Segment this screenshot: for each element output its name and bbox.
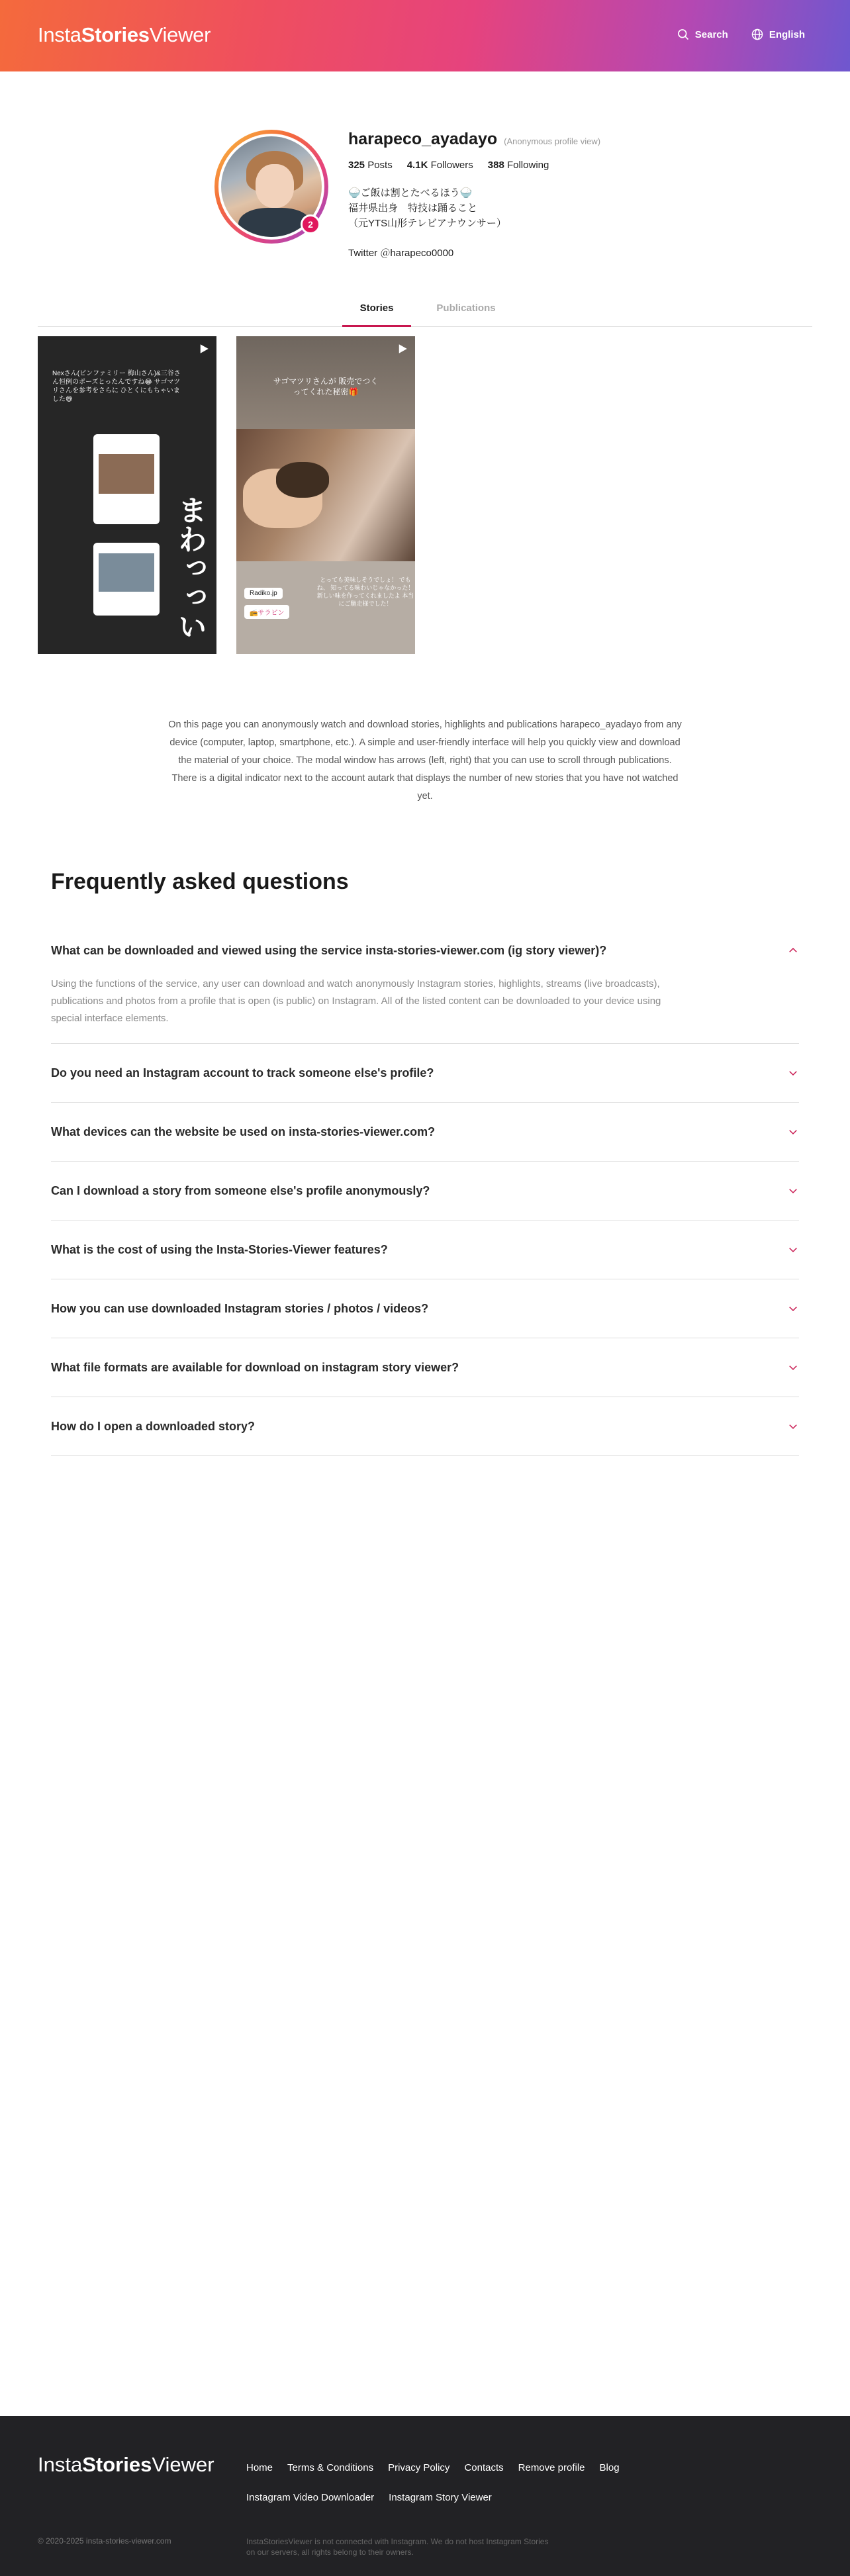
story-sticker-radiko: Radiko.jp [244, 588, 283, 599]
header-nav [677, 28, 805, 41]
faq-item [51, 1220, 799, 1279]
story-bottom-caption: とっても美味しそうでしょ！ でもね、 知ってる味わいじゃなかった！ 新しい味を作ってくれましたよ 本当にご馳走様でした！ [316, 576, 414, 607]
chevron-down-icon [787, 1303, 799, 1314]
copyright: © 2020-2025 insta-stories-viewer.com [38, 2536, 171, 2546]
site-footer [0, 2416, 850, 2576]
faq-item [51, 1397, 799, 1456]
chevron-up-icon [787, 944, 799, 956]
page-description: On this page you can anonymously watch and download stories, highlights and publications harapeco_ayadayo from any device (computer, laptop, smartphone, etc.). A simple and user-friendly interface will help you quickly view and download the material of your choice. The modal window has arrows (left, right) that you can use to scroll through publications. There is a digital indicator next to the account autark that displays the number of new stories that you have not watched yet. [168, 719, 682, 802]
language-selector[interactable] [751, 28, 805, 41]
footer-link-story-viewer[interactable]: Instagram Story Viewer [389, 2492, 492, 2503]
faq-question[interactable]: How you can use downloaded Instagram stories / photos / videos? [51, 1279, 799, 1338]
footer-logo[interactable]: InstaStoriesViewer [38, 2453, 214, 2476]
faq-list [51, 927, 799, 1456]
story-card[interactable] [38, 336, 216, 654]
story-vertical-text: まわっっい [173, 495, 206, 641]
twitter-handle: Twitter ＠harapeco0000 [348, 248, 454, 259]
footer-links [246, 2462, 657, 2503]
faq-question[interactable]: How do I open a downloaded story? [51, 1397, 799, 1455]
chevron-down-icon [787, 1185, 799, 1197]
faq-title: Frequently asked questions [51, 869, 349, 894]
site-logo[interactable]: InstaStoriesViewer [38, 23, 211, 46]
story-embedded-post [93, 434, 160, 524]
play-icon [397, 343, 408, 355]
faq-item [51, 1338, 799, 1397]
profile-bio: 🍚ご飯は割とたべるほう🍚 福井県出身 特技は踊ること （元YTS山形テレビアナウンサー） [348, 187, 506, 229]
username: harapeco_ayadayo [348, 130, 498, 148]
story-caption: Nexさん(ビンファミリー 梅山さん)&三谷さん恒例のポーズとったんですね😂 サゴマツリさんを参考をさらに ひとくにもちゃいました😅 [52, 370, 181, 403]
footer-link-remove-profile[interactable]: Remove profile [518, 2462, 585, 2473]
following-stat: 388 Following [487, 160, 549, 171]
footer-link-home[interactable]: Home [246, 2462, 273, 2473]
search-button[interactable] [677, 28, 728, 41]
faq-question[interactable]: What devices can the website be used on insta-stories-viewer.com? [51, 1103, 799, 1161]
footer-link-contacts[interactable]: Contacts [464, 2462, 504, 2473]
story-card[interactable] [236, 336, 415, 654]
footer-link-blog[interactable]: Blog [599, 2462, 620, 2473]
globe-icon [751, 28, 764, 41]
chevron-down-icon [787, 1420, 799, 1432]
profile-header [348, 130, 679, 149]
play-icon [198, 343, 210, 355]
footer-link-video-downloader[interactable]: Instagram Video Downloader [246, 2492, 375, 2503]
faq-item [51, 1279, 799, 1338]
language-label: English [769, 28, 805, 40]
chevron-down-icon [787, 1244, 799, 1256]
search-icon [677, 28, 690, 41]
disclaimer: InstaStoriesViewer is not connected with Instagram. We do not host Instagram Stories on our servers, all rights belong to their owners. [246, 2537, 549, 2557]
faq-item [51, 1162, 799, 1220]
faq-question[interactable]: Can I download a story from someone else's profile anonymously? [51, 1162, 799, 1220]
anonymous-note: (Anonymous profile view) [504, 136, 601, 146]
story-sticker-program: 📻サラピン [244, 605, 289, 619]
tab-publications[interactable]: Publications [436, 302, 496, 314]
search-label: Search [694, 28, 728, 40]
faq-question[interactable]: What is the cost of using the Insta-Stories-Viewer features? [51, 1220, 799, 1279]
story-embedded-photo [93, 543, 160, 616]
faq-question[interactable]: What can be downloaded and viewed using the service insta-stories-viewer.com (ig story viewer)? [51, 927, 799, 974]
faq-answer: Using the functions of the service, any user can download and watch anonymously Instagram stories, highlights, streams (live broadcasts), publications and photos from a profile that is open (is public) on Instagram. All of the listed content can be downloaded to your device using special interface elements. [51, 978, 661, 1024]
faq-question[interactable]: What file formats are available for download on instagram story viewer? [51, 1338, 799, 1397]
chevron-down-icon [787, 1067, 799, 1079]
new-stories-badge: 2 [301, 214, 320, 234]
story-caption: サゴマツリさんが 販売でつくってくれた秘密🎁 [273, 377, 379, 396]
chevron-down-icon [787, 1361, 799, 1373]
posts-stat: 325 Posts [348, 160, 393, 171]
faq-item [51, 1044, 799, 1103]
tab-stories[interactable]: Stories [342, 297, 411, 327]
faq-item [51, 1103, 799, 1162]
profile-stats [348, 160, 679, 171]
footer-link-privacy[interactable]: Privacy Policy [388, 2462, 450, 2473]
followers-stat: 4.1K Followers [406, 160, 473, 171]
footer-link-terms[interactable]: Terms & Conditions [287, 2462, 374, 2473]
faq-question[interactable]: Do you need an Instagram account to track someone else's profile? [51, 1044, 799, 1102]
faq-item [51, 927, 799, 1044]
content-tabs [38, 297, 812, 327]
site-header [0, 0, 850, 71]
chevron-down-icon [787, 1126, 799, 1138]
